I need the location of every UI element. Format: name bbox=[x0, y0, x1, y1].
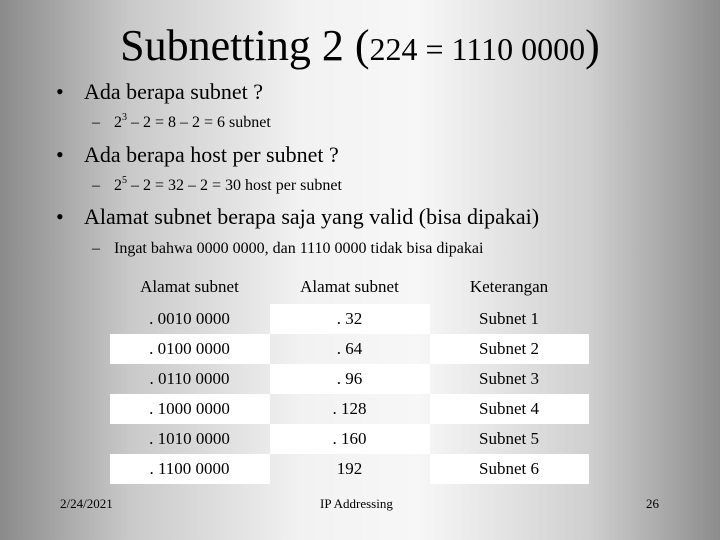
footer-date: 2/24/2021 bbox=[60, 496, 113, 511]
dash-symbol: – bbox=[92, 240, 100, 257]
table-header-cell: Keterangan bbox=[469, 277, 549, 296]
table-cell-decimal: . 64 bbox=[336, 338, 363, 358]
bullet-3-sub-text: Ingat bahwa 0000 0000, dan 1110 0000 tidak bisa dipakai bbox=[114, 240, 484, 257]
bullet-2-text: Ada berapa host per subnet ? bbox=[84, 142, 339, 167]
bullet-1-sub-rest: – 2 = 8 – 2 = 6 subnet bbox=[127, 114, 271, 131]
table-cell-note: Subnet 2 bbox=[430, 334, 589, 364]
table-cell-binary: . 1010 0000 bbox=[149, 428, 230, 448]
bullet-1-sub-exp: 3 bbox=[122, 112, 127, 123]
table-cell-binary: . 0100 0000 bbox=[110, 334, 270, 364]
title-detail: 224 = 1110 0000 bbox=[369, 31, 586, 67]
bullet-dot: • bbox=[56, 204, 64, 229]
table-cell-note: Subnet 5 bbox=[479, 428, 539, 448]
table-cell-decimal: . 160 bbox=[270, 424, 430, 454]
bullet-2 bbox=[56, 141, 339, 169]
dash-symbol: – bbox=[92, 114, 100, 131]
table-cell-note: Subnet 6 bbox=[430, 454, 589, 484]
bullet-2-sub-rest: – 2 = 32 – 2 = 30 host per subnet bbox=[127, 177, 342, 194]
table-cell-decimal: . 96 bbox=[270, 364, 430, 394]
table-row bbox=[110, 424, 589, 454]
bullet-3 bbox=[56, 203, 539, 231]
table-cell-binary: . 0110 0000 bbox=[149, 368, 230, 388]
table-cell-binary: . 1100 0000 bbox=[110, 454, 270, 484]
table-header-cell: Alamat subnet bbox=[300, 277, 399, 296]
table-row bbox=[110, 304, 589, 334]
bullet-2-sub-exp: 5 bbox=[122, 175, 127, 186]
title-main: Subnetting 2 ( bbox=[120, 21, 370, 70]
bullet-1-text: Ada berapa subnet ? bbox=[84, 79, 263, 104]
table-cell-binary: . 1000 0000 bbox=[110, 394, 270, 424]
table-cell-binary: . 0010 0000 bbox=[149, 308, 230, 328]
bullet-dot: • bbox=[56, 79, 64, 104]
table-cell-decimal: . 128 bbox=[332, 398, 367, 418]
table-row bbox=[110, 394, 589, 424]
table-row bbox=[110, 364, 589, 394]
footer-title: IP Addressing bbox=[320, 496, 393, 511]
table-row bbox=[110, 334, 589, 364]
bullet-1 bbox=[56, 78, 263, 106]
table-header-cell: Alamat subnet bbox=[140, 277, 239, 296]
bullet-3-sub bbox=[92, 238, 483, 260]
table-header-row bbox=[110, 271, 589, 304]
table-cell-note: Subnet 3 bbox=[479, 368, 539, 388]
slide-title bbox=[0, 18, 720, 77]
bullet-2-sub-base: 2 bbox=[114, 177, 122, 194]
table-row bbox=[110, 454, 589, 484]
footer-page-number: 26 bbox=[646, 496, 659, 511]
table-cell-note: Subnet 4 bbox=[430, 394, 589, 424]
bullet-2-sub bbox=[92, 175, 342, 197]
bullet-3-text: Alamat subnet berapa saja yang valid (bisa dipakai) bbox=[84, 204, 540, 229]
bullet-1-sub-base: 2 bbox=[114, 114, 122, 131]
subnet-table bbox=[109, 270, 589, 484]
bullet-dot: • bbox=[56, 142, 64, 167]
dash-symbol: – bbox=[92, 177, 100, 194]
table-cell-decimal: 192 bbox=[336, 458, 363, 478]
title-close: ) bbox=[585, 21, 600, 70]
table-cell-decimal: . 32 bbox=[270, 304, 430, 334]
table-cell-note: Subnet 1 bbox=[479, 308, 539, 328]
bullet-1-sub bbox=[92, 112, 271, 134]
